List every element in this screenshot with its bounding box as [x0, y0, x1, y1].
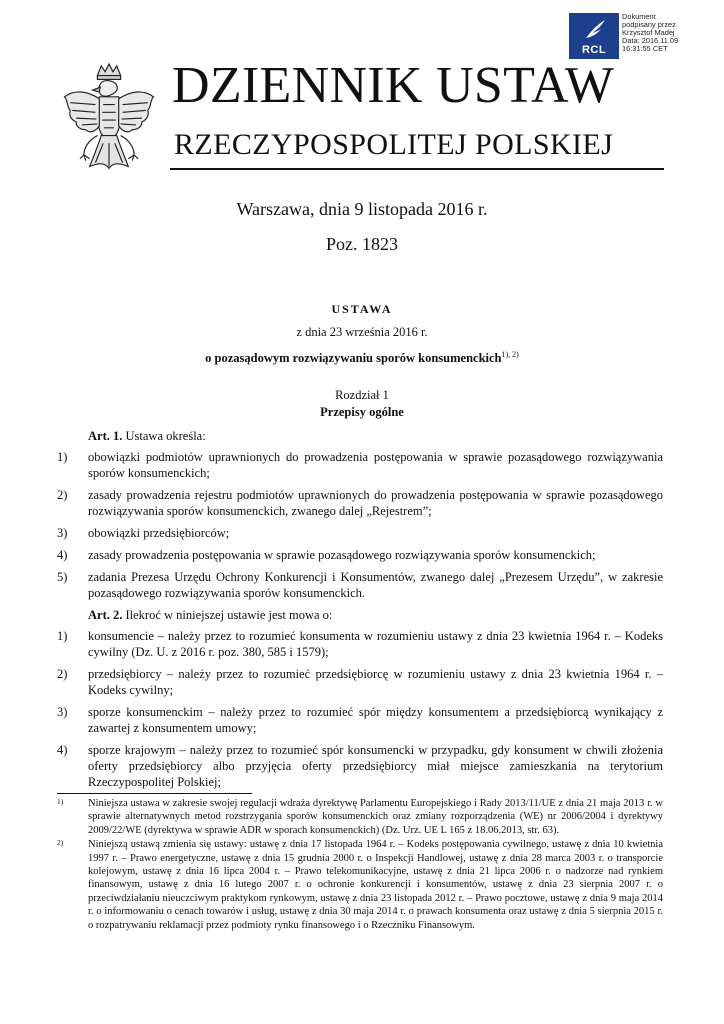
item-text: konsumencie – należy przez to rozumieć konsumenta w rozumieniu ustawy z dnia 23 kwietnia 1964 r. – Kodeks cywilny (Dz. U. z 2016 r. poz. 380, 585 i 1579); — [88, 629, 663, 659]
item-text: zadania Prezesa Urzędu Ochrony Konkurencji i Konsumentów, zwanego dalej „Prezesem Urzędu”, w zakresie pozasądowego rozwiązywania sporów konsumenckich. — [88, 570, 663, 600]
article-label: Art. 1. — [88, 429, 123, 443]
signature-line: Dokument — [622, 12, 656, 21]
signature-badge-label: RCL — [581, 44, 607, 56]
item-number: 1) — [57, 629, 68, 643]
act-date: z dnia 23 września 2016 r. — [296, 325, 428, 339]
article-intro: Ilekroć w niniejszej ustawie jest mowa o: — [122, 608, 333, 622]
item-text: sporze konsumenckim – należy przez to rozumieć spór między konsumentem a przedsiębiorcą wynikający z zawartej z konsumentem umowy; — [88, 705, 663, 735]
signature-details — [622, 13, 722, 53]
journal-subtitle: RZECZYPOSPOLITEJ POLSKIEJ — [174, 128, 614, 161]
list-item — [57, 547, 663, 563]
signature-quill-icon — [583, 18, 607, 42]
item-text: zasady prowadzenia rejestru podmiotów uprawnionych do prowadzenia postępowania w sprawie pozasądowego rozwiązywania sporów konsumenckich, zwanego dalej „Rejestrem”; — [88, 488, 663, 518]
list-item — [57, 742, 663, 790]
list-item — [57, 666, 663, 698]
item-number: 1) — [57, 450, 68, 464]
item-number: 4) — [57, 743, 68, 757]
item-number: 2) — [57, 488, 68, 502]
footnote-number: 2) — [57, 838, 64, 848]
footnote-separator — [57, 793, 252, 794]
act-type: USTAWA — [331, 302, 393, 316]
list-item — [57, 449, 663, 481]
signature-line: Data: 2016.11.09 — [622, 36, 679, 45]
item-text: obowiązki podmiotów uprawnionych do prowadzenia postępowania w sprawie pozasądowego rozwiązywania sporów konsumenckich; — [88, 450, 663, 480]
list-item — [57, 628, 663, 660]
signature-line: Krzysztof Madej — [622, 28, 675, 37]
footnote-ref[interactable]: 1), 2) — [501, 350, 519, 359]
journal-title: DZIENNIK USTAW — [172, 57, 615, 114]
article-2 — [57, 607, 663, 623]
item-text: sporze krajowym – należy przez to rozumieć spór konsumencki w przypadku, gdy konsument w chwili złożenia oferty przedsiębiorcy albo przyjęcia oferty przedsiębiorcy miał miejsce zamieszkania na terytorium Rzeczypospolitej Polskiej; — [88, 743, 663, 789]
signature-line: podpisany przez — [622, 20, 676, 29]
chapter-title: Przepisy ogólne — [320, 405, 404, 419]
item-number: 3) — [57, 705, 68, 719]
item-number: 5) — [57, 570, 68, 584]
footnotes — [57, 797, 663, 933]
item-number: 2) — [57, 667, 68, 681]
act-title-text: o pozasądowym rozwiązywaniu sporów konsumenckich — [205, 351, 502, 366]
list-item — [57, 525, 663, 541]
item-number: 4) — [57, 548, 68, 562]
list-item — [57, 704, 663, 736]
dateline: Warszawa, dnia 9 listopada 2016 r. — [236, 199, 488, 219]
footnote — [57, 797, 663, 837]
item-text: obowiązki przedsiębiorców; — [88, 526, 230, 540]
chapter-number: Rozdział 1 — [335, 388, 389, 402]
footnote-text: Niniejsza ustawa w zakresie swojej regulacji wdraża dyrektywę Parlamentu Europejskiego i Rady 2013/11/UE z dnia 21 maja 2013 r. w sprawie alternatywnych metod rozstrzygania sporów konsumenckich oraz zmiany rozporządzenia (WE) nr 2006/2004 i dyrektywy 2009/22/WE (dyrektywa w sprawie ADR w sporach konsumenckich) (Dz. Urz. UE L 165 z 18.06.2013, str. 63). — [88, 798, 663, 836]
article-label: Art. 2. — [88, 608, 123, 622]
item-text: przedsiębiorcy – należy przez to rozumieć przedsiębiorcę w rozumieniu ustawy z dnia 23 kwietnia 1964 r. – Kodeks cywilny; — [88, 667, 663, 697]
masthead-rule — [170, 168, 664, 170]
article-intro: Ustawa określa: — [122, 429, 206, 443]
position-number: Poz. 1823 — [326, 234, 398, 254]
footnote-text: Niniejszą ustawą zmienia się ustawy: ustawę z dnia 17 listopada 1964 r. – Kodeks postępowania cywilnego, ustawę z dnia 10 kwietnia 1997 r. – Prawo energetyczne, ustawę z dnia 15 grudnia 2000 r. o Inspekcji Handlowej, ustawę z dnia 28 marca 2003 r. o transporcie kolejowym, ustawę z dnia 16 lipca 2004 r. – Prawo telekomunikacyjne, ustawę z dnia 21 lipca 2006 r. o nadzorze nad rynkiem finansowym, ustawę z dnia 16 lutego 2007 r. o ochronie konkurencji i konsumentów, ustawę z dnia 23 sierpnia 2007 r. o przeciwdziałaniu nieuczciwym praktykom rynkowym, ustawę z dnia 23 listopada 2012 r. – Prawo pocztowe, ustawę z dnia 9 maja 2014 r. o informowaniu o cenach towarów i usług, ustawę z dnia 30 maja 2014 r. o prawach konsumenta oraz ustawę z dnia 5 sierpnia 2015 r. o rozpatrywaniu reklamacji przez podmioty rynku finansowego i o Rzeczniku Finansowym. — [88, 839, 663, 931]
item-number: 3) — [57, 526, 68, 540]
signature-line: 16:31:55 CET — [622, 44, 668, 53]
signature-badge[interactable] — [569, 13, 619, 59]
eagle-emblem-icon — [60, 62, 158, 182]
article-1 — [57, 428, 663, 444]
act-title — [0, 350, 724, 366]
list-item — [57, 569, 663, 601]
footnote — [57, 838, 663, 932]
footnote-number: 1) — [57, 797, 64, 806]
item-text: zasady prowadzenia postępowania w sprawie pozasądowego rozwiązywania sporów konsumenckich; — [88, 548, 596, 562]
act-body — [57, 428, 663, 796]
list-item — [57, 487, 663, 519]
